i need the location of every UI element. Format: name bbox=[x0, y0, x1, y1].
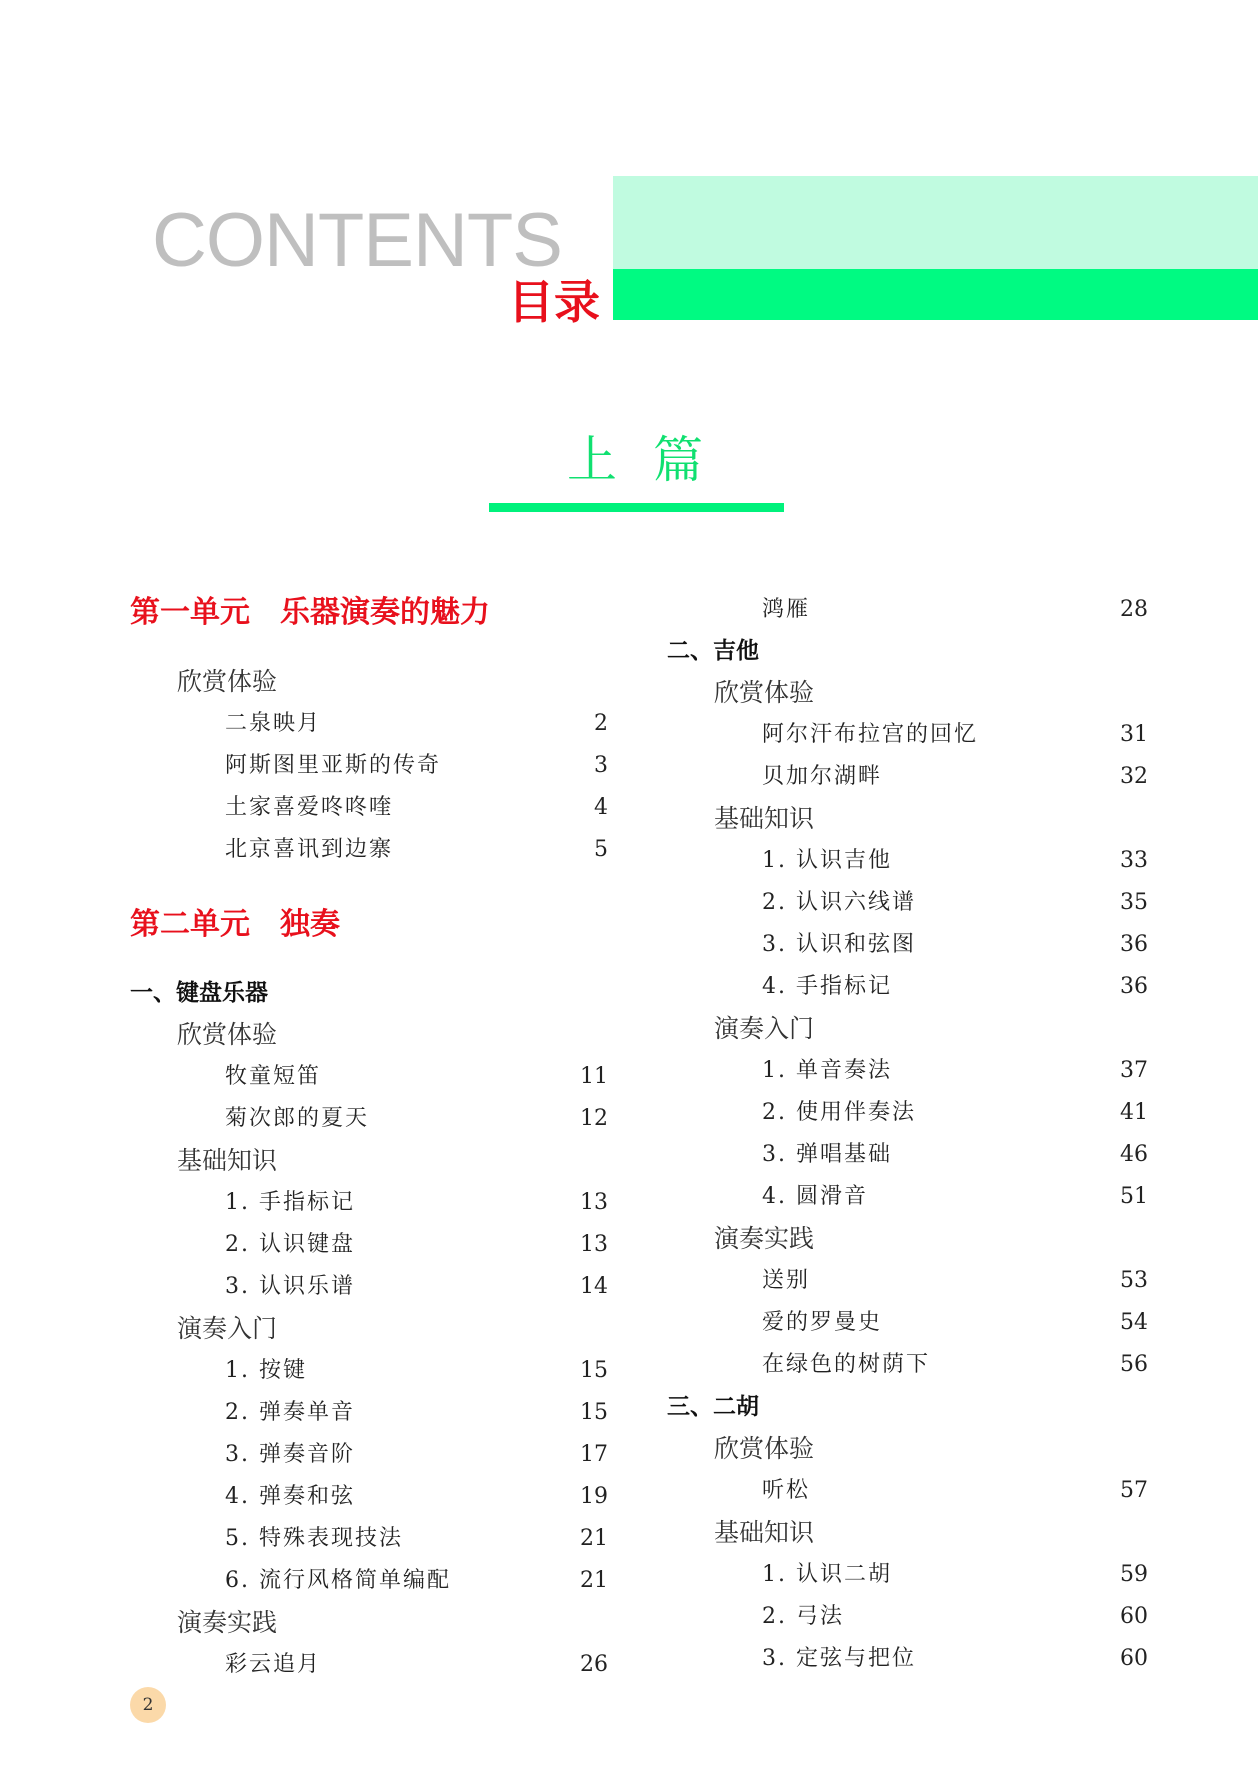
toc-cat-row bbox=[130, 1015, 608, 1055]
toc-page-number: 14 bbox=[580, 1274, 608, 1299]
toc-item-label: 1. 单音奏法 bbox=[762, 1058, 892, 1083]
toc-item-row bbox=[130, 1225, 608, 1265]
toc-cat-row bbox=[130, 1603, 608, 1643]
toc-item-label: 3. 认识乐谱 bbox=[225, 1274, 355, 1299]
toc-item-row bbox=[130, 788, 608, 828]
toc-item-label: 彩云追月 bbox=[225, 1652, 322, 1677]
toc-cat-row bbox=[130, 662, 608, 702]
toc-page-number: 59 bbox=[1120, 1562, 1148, 1587]
contents-heading: CONTENTS bbox=[152, 198, 562, 283]
toc-cat-label: 演奏入门 bbox=[177, 1314, 278, 1343]
toc-item-label: 二泉映月 bbox=[225, 711, 322, 736]
toc-unit-row bbox=[130, 593, 608, 633]
toc-item-row bbox=[667, 841, 1148, 881]
toc-right-column bbox=[667, 0, 1148, 1700]
toc-section-row bbox=[667, 631, 1148, 671]
toc-unit-row bbox=[130, 905, 608, 945]
toc-page-number: 36 bbox=[1120, 932, 1148, 957]
toc-item-label: 北京喜讯到边寨 bbox=[225, 837, 394, 862]
toc-item-label: 2. 认识键盘 bbox=[225, 1232, 355, 1257]
toc-item-row bbox=[130, 1645, 608, 1685]
toc-item-row bbox=[667, 1639, 1148, 1679]
toc-item-label: 5. 特殊表现技法 bbox=[225, 1526, 403, 1551]
toc-cat-label: 欣赏体验 bbox=[177, 1020, 278, 1049]
toc-item-label: 3. 定弦与把位 bbox=[762, 1646, 916, 1671]
toc-item-row bbox=[130, 1393, 608, 1433]
toc-cat-row bbox=[667, 673, 1148, 713]
toc-cat-row bbox=[667, 799, 1148, 839]
toc-item-label: 3. 认识和弦图 bbox=[762, 932, 916, 957]
toc-item-label: 6. 流行风格简单编配 bbox=[225, 1568, 451, 1593]
toc-page-number: 33 bbox=[1120, 848, 1148, 873]
toc-page-number: 2 bbox=[594, 711, 608, 736]
toc-page-number: 56 bbox=[1120, 1352, 1148, 1377]
toc-item-row bbox=[130, 746, 608, 786]
toc-page-number: 37 bbox=[1120, 1058, 1148, 1083]
toc-item-row bbox=[667, 1261, 1148, 1301]
toc-page-number: 21 bbox=[580, 1526, 608, 1551]
toc-page-number: 54 bbox=[1120, 1310, 1148, 1335]
toc-item-row bbox=[130, 830, 608, 870]
toc-item-row bbox=[667, 715, 1148, 755]
toc-item-row bbox=[130, 704, 608, 744]
toc-item-label: 阿斯图里亚斯的传奇 bbox=[225, 753, 442, 778]
toc-item-label: 菊次郎的夏天 bbox=[225, 1106, 370, 1131]
toc-cat-row bbox=[667, 1513, 1148, 1553]
toc-page-number: 26 bbox=[580, 1652, 608, 1677]
toc-item-row bbox=[667, 925, 1148, 965]
toc-cat-row bbox=[130, 1141, 608, 1181]
toc-page-number: 13 bbox=[580, 1190, 608, 1215]
toc-cat-label: 欣赏体验 bbox=[177, 667, 278, 696]
toc-page-number: 35 bbox=[1120, 890, 1148, 915]
toc-section-label: 三、二胡 bbox=[667, 1394, 759, 1420]
toc-item-label: 爱的罗曼史 bbox=[762, 1310, 883, 1335]
toc-item-label: 贝加尔湖畔 bbox=[762, 764, 883, 789]
toc-item-label: 鸿雁 bbox=[762, 597, 811, 622]
toc-item-label: 牧童短笛 bbox=[225, 1064, 322, 1089]
toc-page-number: 11 bbox=[580, 1064, 608, 1089]
toc-title: 目录 bbox=[508, 275, 600, 329]
toc-page-number: 12 bbox=[580, 1106, 608, 1131]
toc-item-label: 阿尔汗布拉宫的回忆 bbox=[762, 722, 979, 747]
toc-item-row bbox=[130, 1435, 608, 1475]
toc-item-row bbox=[667, 883, 1148, 923]
toc-item-label: 1. 认识二胡 bbox=[762, 1562, 892, 1587]
toc-page-number: 21 bbox=[580, 1568, 608, 1593]
toc-item-label: 土家喜爱咚咚喹 bbox=[225, 795, 394, 820]
toc-item-row bbox=[667, 1471, 1148, 1511]
toc-item-label: 送别 bbox=[762, 1268, 811, 1293]
toc-item-row bbox=[667, 1597, 1148, 1637]
toc-page-number: 60 bbox=[1120, 1646, 1148, 1671]
toc-item-label: 4. 圆滑音 bbox=[762, 1184, 868, 1209]
toc-page-number: 53 bbox=[1120, 1268, 1148, 1293]
toc-page-number: 15 bbox=[580, 1400, 608, 1425]
toc-page-number: 57 bbox=[1120, 1478, 1148, 1503]
toc-page-number: 41 bbox=[1120, 1100, 1148, 1125]
toc-item-label: 听松 bbox=[762, 1478, 811, 1503]
toc-cat-row bbox=[667, 1429, 1148, 1469]
toc-item-row bbox=[130, 1477, 608, 1517]
toc-item-row bbox=[130, 1351, 608, 1391]
toc-cat-label: 演奏入门 bbox=[714, 1014, 815, 1043]
toc-item-label: 4. 手指标记 bbox=[762, 974, 892, 999]
toc-cat-label: 基础知识 bbox=[714, 804, 815, 833]
toc-item-row bbox=[667, 1177, 1148, 1217]
toc-item-row bbox=[667, 757, 1148, 797]
toc-page-number: 51 bbox=[1120, 1184, 1148, 1209]
toc-item-row bbox=[667, 590, 1148, 630]
toc-item-label: 1. 按键 bbox=[225, 1358, 307, 1383]
toc-item-row bbox=[667, 1051, 1148, 1091]
toc-item-row bbox=[130, 1561, 608, 1601]
toc-cat-label: 基础知识 bbox=[177, 1146, 278, 1175]
toc-item-label: 1. 认识吉他 bbox=[762, 848, 892, 873]
toc-page-number: 15 bbox=[580, 1358, 608, 1383]
toc-item-row bbox=[667, 1345, 1148, 1385]
toc-page-number: 36 bbox=[1120, 974, 1148, 999]
toc-cat-row bbox=[667, 1219, 1148, 1259]
toc-page-number: 13 bbox=[580, 1232, 608, 1257]
toc-section-row bbox=[130, 973, 608, 1013]
toc-item-label: 2. 使用伴奏法 bbox=[762, 1100, 916, 1125]
toc-section-label: 二、吉他 bbox=[667, 638, 759, 664]
toc-item-label: 4. 弹奏和弦 bbox=[225, 1484, 355, 1509]
toc-item-row bbox=[667, 1303, 1148, 1343]
toc-page-number: 5 bbox=[594, 837, 608, 862]
toc-item-row bbox=[130, 1057, 608, 1097]
toc-item-row bbox=[667, 967, 1148, 1007]
toc-unit-label: 第一单元 乐器演奏的魅力 bbox=[130, 595, 490, 630]
toc-item-label: 2. 弹奏单音 bbox=[225, 1400, 355, 1425]
toc-cat-label: 欣赏体验 bbox=[714, 678, 815, 707]
toc-item-label: 2. 认识六线谱 bbox=[762, 890, 916, 915]
toc-page-number: 3 bbox=[594, 753, 608, 778]
toc-item-row bbox=[667, 1093, 1148, 1133]
toc-section-row bbox=[667, 1387, 1148, 1427]
toc-item-label: 2. 弓法 bbox=[762, 1604, 844, 1629]
toc-cat-row bbox=[667, 1009, 1148, 1049]
toc-item-row bbox=[130, 1183, 608, 1223]
toc-item-row bbox=[130, 1519, 608, 1559]
toc-item-row bbox=[667, 1555, 1148, 1595]
toc-page-number: 17 bbox=[580, 1442, 608, 1467]
toc-page-number: 60 bbox=[1120, 1604, 1148, 1629]
toc-page-number: 4 bbox=[594, 795, 608, 820]
toc-page-number: 19 bbox=[580, 1484, 608, 1509]
toc-page-number: 46 bbox=[1120, 1142, 1148, 1167]
toc-item-label: 在绿色的树荫下 bbox=[762, 1352, 931, 1377]
toc-item-row bbox=[667, 1135, 1148, 1175]
toc-item-row bbox=[130, 1099, 608, 1139]
toc-unit-label: 第二单元 独奏 bbox=[130, 907, 340, 942]
toc-section-label: 一、键盘乐器 bbox=[130, 980, 268, 1006]
toc-cat-row bbox=[130, 1309, 608, 1349]
toc-item-label: 3. 弹唱基础 bbox=[762, 1142, 892, 1167]
toc-page-number: 32 bbox=[1120, 764, 1148, 789]
toc-item-label: 3. 弹奏音阶 bbox=[225, 1442, 355, 1467]
toc-item-row bbox=[130, 1267, 608, 1307]
toc-cat-label: 演奏实践 bbox=[177, 1608, 278, 1637]
toc-item-label: 1. 手指标记 bbox=[225, 1190, 355, 1215]
toc-page-number: 31 bbox=[1120, 722, 1148, 747]
toc-page-number: 28 bbox=[1120, 597, 1148, 622]
toc-cat-label: 欣赏体验 bbox=[714, 1434, 815, 1463]
volume-title: 上篇 bbox=[567, 431, 739, 489]
toc-left-column bbox=[130, 0, 608, 1700]
toc-cat-label: 基础知识 bbox=[714, 1518, 815, 1547]
page-number-badge: 2 bbox=[130, 1687, 166, 1723]
toc-cat-label: 演奏实践 bbox=[714, 1224, 815, 1253]
